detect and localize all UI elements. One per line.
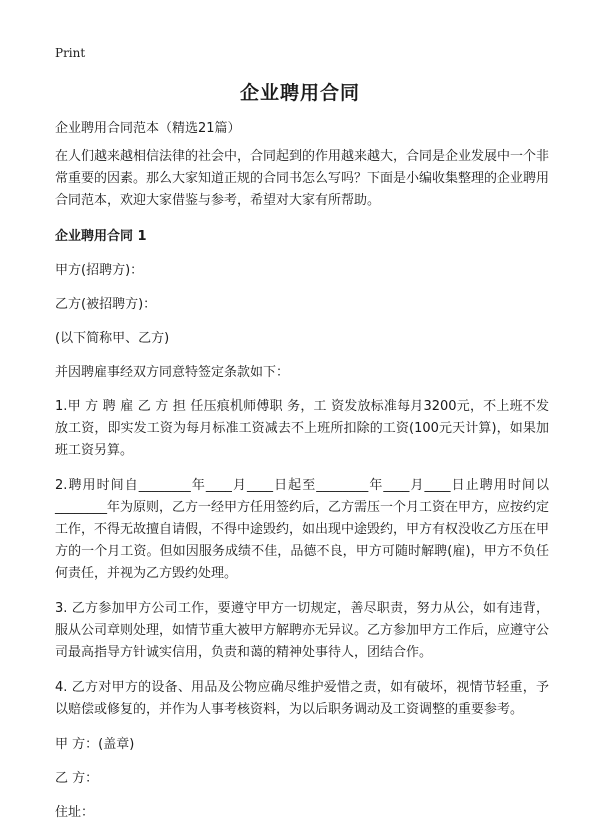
document-body <box>55 118 549 836</box>
preamble-line: 并因聘雇事经双方同意特签定条款如下： <box>55 365 290 380</box>
clause-4: 4. 乙方对甲方的设备、用品及公物应确尽维护爱惜之责，如有破坏，视情节轻重，予以赔偿或修复的，并作为人事考核资料，为以后职务调动及工资调整的重要参考。 <box>55 680 549 717</box>
clause-2: 2.聘用时间自________年____月____日起至________年____月____日止聘用时间以________年为原则，乙方一经甲方任用签约后，乙方需压一个月工资在甲方，应按约定工作，不得无故擅自请假，不得中途毁约，如出现中途毁约，甲方有权没收乙方压在甲方的一个月工资。但如因服务成绩不佳，品德不良，甲方可随时解聘(雇)，甲方不负任何责任，并视为乙方毁约处理。 <box>55 478 550 581</box>
abbreviation-line: (以下简称甲、乙方) <box>55 331 170 346</box>
party-b-line: 乙方(被招聘方)： <box>55 297 157 312</box>
party-a-line: 甲方(招聘方)： <box>55 263 144 278</box>
signature-party-a: 甲 方：(盖章) <box>55 737 135 752</box>
clause-3: 3. 乙方参加甲方公司工作，要遵守甲方一切规定，善尽职责，努力从公，如有违背，服从公司章则处理，如情节重大被甲方解聘亦无异议。乙方参加甲方工作后，应遵守公司最高指导方针诚实信用，负责和蔼的精神处事待人，团结合作。 <box>55 601 550 660</box>
section-heading: 企业聘用合同 1 <box>55 229 147 244</box>
document-subtitle: 企业聘用合同范本（精选21篇） <box>55 121 241 136</box>
intro-paragraph: 在人们越来越相信法律的社会中，合同起到的作用越来越大，合同是企业发展中一个非常重要的因素。那么大家知道正规的合同书怎么写吗？下面是小编收集整理的企业聘用合同范本，欢迎大家借鉴与参考，希望对大家有所帮助。 <box>55 149 550 208</box>
address-line: 住址： <box>55 805 95 820</box>
document-title: 企业聘用合同 <box>239 82 360 104</box>
signature-party-b: 乙 方： <box>55 771 99 786</box>
print-link[interactable]: Print <box>55 46 86 60</box>
clause-1: 1.甲 方 聘 雇 乙 方 担 任压痕机师傅职 务，工 资发放标准每月3200元，不上班不发放工资，即实发工资为每月标准工资减去不上班所扣除的工资(100元天计算)，如果加班工资另算。 <box>55 399 549 458</box>
